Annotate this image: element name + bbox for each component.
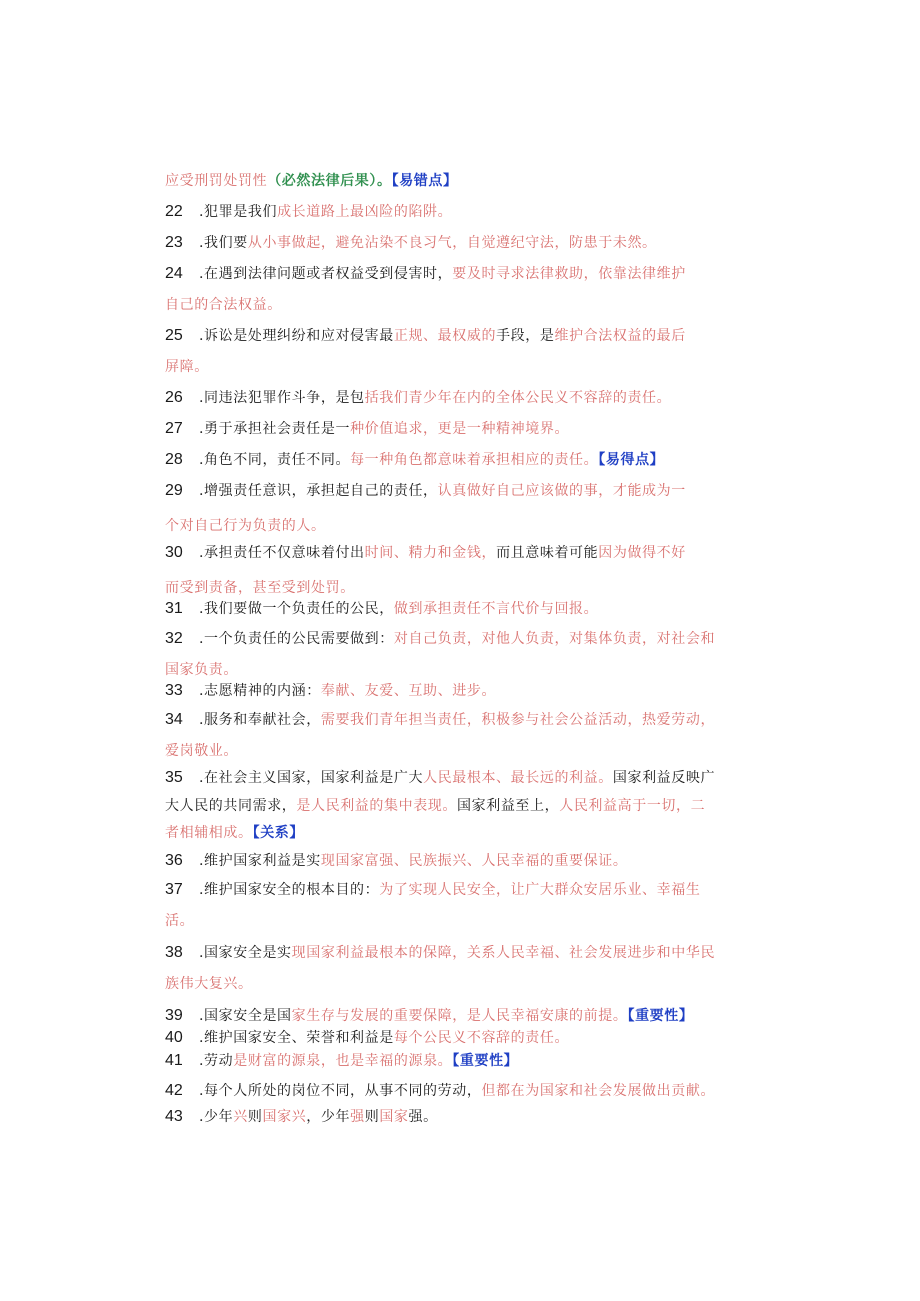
list-item-continuation — [165, 517, 326, 535]
list-item — [165, 881, 700, 899]
list-item — [165, 327, 686, 345]
text-segment: .劳动 — [199, 1053, 234, 1069]
text-segment: .我们要 — [199, 235, 248, 251]
key-phrase: 活。 — [165, 913, 195, 929]
key-phrase: 要及时寻求法律救助，依靠法律维护 — [452, 266, 686, 282]
item-number: 33 — [165, 682, 183, 699]
item-number: 39 — [165, 1007, 183, 1024]
item-number: 43 — [165, 1108, 183, 1125]
text-segment: .增强责任意识，承担起自己的责任， — [199, 483, 438, 499]
tag-label: 【重要性】 — [627, 1008, 694, 1024]
list-item — [165, 711, 715, 729]
list-item — [165, 769, 715, 787]
text-segment: （必然法律后果）。 — [267, 173, 392, 189]
text-segment: 国家利益反映广 — [612, 770, 716, 786]
list-item — [165, 203, 452, 221]
key-phrase: 人民最根本、最长远的利益。 — [423, 770, 613, 786]
text-segment: .国家安全是实 — [199, 945, 292, 961]
text-segment: .一个负责任的公民需要做到： — [199, 631, 394, 647]
item-number: 30 — [165, 544, 183, 561]
text-segment: .维护国家利益是实 — [199, 853, 321, 869]
key-phrase: 是人民利益的集中表现。 — [296, 798, 458, 814]
item-number: 27 — [165, 420, 183, 437]
key-phrase: 现国家利益最根本的保障，关系人民幸福、社会发展进步和中华民 — [291, 945, 716, 961]
item-number: 24 — [165, 265, 183, 282]
text-segment: 大人民的共同需求， — [165, 798, 297, 814]
item-number: 29 — [165, 482, 183, 499]
key-phrase: 屏障。 — [165, 359, 209, 375]
text-segment: 手段，是 — [496, 328, 555, 344]
key-phrase: 种价值追求，更是一种精神境界。 — [350, 421, 570, 437]
key-phrase: 人民利益高于一切，二 — [559, 798, 706, 814]
list-item-continuation — [165, 358, 209, 376]
item-number: 34 — [165, 711, 183, 728]
tag-label: 【易得点】 — [598, 452, 665, 468]
key-phrase: 自己的合法权益。 — [165, 297, 282, 313]
key-phrase: 个对自己行为负责的人。 — [165, 518, 326, 534]
key-phrase: 国家兴 — [262, 1109, 307, 1125]
key-phrase: 爱岗敬业。 — [165, 743, 238, 759]
text-segment: .诉讼是处理纠纷和应对侵害最 — [199, 328, 394, 344]
tag-label: 【易错点】 — [391, 173, 458, 189]
key-phrase: 家生存与发展的重要保障，是人民幸福安康的前提。 — [291, 1008, 628, 1024]
list-item — [165, 630, 715, 648]
key-phrase: 因为做得不好 — [598, 545, 686, 561]
key-phrase: 对自己负责，对他人负责，对集体负责，对社会和 — [393, 631, 716, 647]
key-phrase: 需要我们青年担当责任，积极参与社会公益活动，热爱劳动， — [320, 712, 716, 728]
list-item-continuation — [165, 172, 458, 190]
text-segment: 强。 — [408, 1109, 438, 1125]
key-phrase: 者相辅相成。 — [165, 825, 253, 841]
text-segment: 则 — [364, 1109, 380, 1125]
list-item — [165, 265, 686, 283]
key-phrase: 每个公民义不容辞的责任。 — [393, 1030, 570, 1046]
key-phrase: 时间、精力和金钱， — [364, 545, 497, 561]
text-segment: 而且意味着可能 — [496, 545, 599, 561]
list-item-continuation — [165, 797, 705, 815]
text-segment: 国家利益至上， — [457, 798, 560, 814]
list-item — [165, 1052, 518, 1070]
item-number: 40 — [165, 1029, 183, 1046]
list-item — [165, 852, 627, 870]
key-phrase: 每一种角色都意味着承担相应的责任。 — [350, 452, 599, 468]
list-item-continuation — [165, 975, 253, 993]
key-phrase: 做到承担责任不言代价与回报。 — [393, 601, 599, 617]
text-segment: .服务和奉献社会， — [199, 712, 321, 728]
list-item — [165, 1007, 693, 1025]
text-segment: .犯罪是我们 — [199, 204, 278, 220]
list-item-continuation — [165, 296, 282, 314]
text-segment: .我们要做一个负责任的公民， — [199, 601, 394, 617]
list-item — [165, 1029, 569, 1047]
key-phrase: 正规、最权威的 — [393, 328, 497, 344]
text-segment: .角色不同，责任不同。 — [199, 452, 351, 468]
list-item — [165, 451, 664, 469]
item-number: 41 — [165, 1052, 183, 1069]
list-item — [165, 600, 598, 618]
list-item — [165, 1108, 438, 1126]
list-item-continuation — [165, 824, 304, 842]
item-number: 42 — [165, 1082, 183, 1099]
tag-label: 【关系】 — [252, 825, 305, 841]
list-item — [165, 682, 496, 700]
text-segment: .每个人所处的岗位不同，从事不同的劳动， — [199, 1083, 482, 1099]
key-phrase: 族伟大复兴。 — [165, 976, 253, 992]
text-segment: .在遇到法律问题或者权益受到侵害时， — [199, 266, 453, 282]
key-phrase: 兴 — [233, 1109, 248, 1125]
list-item — [165, 420, 569, 438]
item-number: 26 — [165, 389, 183, 406]
tag-label: 【重要性】 — [452, 1053, 519, 1069]
item-number: 25 — [165, 327, 183, 344]
key-phrase: 是财富的源泉，也是幸福的源泉。 — [233, 1053, 453, 1069]
text-segment: .少年 — [199, 1109, 234, 1125]
key-phrase: 从小事做起，避免沾染不良习气，自觉遵纪守法，防患于未然。 — [247, 235, 657, 251]
key-phrase: 强 — [350, 1109, 365, 1125]
key-phrase: 而受到责备，甚至受到处罚。 — [165, 580, 355, 596]
item-number: 35 — [165, 769, 183, 786]
key-phrase: 应受刑罚处罚性 — [165, 173, 268, 189]
key-phrase: 奉献、友爱、互助、进步。 — [320, 683, 497, 699]
item-number: 22 — [165, 203, 183, 220]
item-number: 28 — [165, 451, 183, 468]
item-number: 37 — [165, 881, 183, 898]
key-phrase: 但都在为国家和社会发展做出贡献。 — [481, 1083, 716, 1099]
text-segment: .同违法犯罪作斗争，是包 — [199, 390, 365, 406]
list-item — [165, 389, 671, 407]
key-phrase: 为了实现人民安全，让广大群众安居乐业、幸福生 — [379, 882, 701, 898]
list-item — [165, 944, 715, 962]
key-phrase: 国家 — [379, 1109, 409, 1125]
item-number: 23 — [165, 234, 183, 251]
item-number: 38 — [165, 944, 183, 961]
list-item — [165, 544, 686, 562]
list-item-continuation — [165, 742, 238, 760]
key-phrase: 成长道路上最凶险的陷阱。 — [277, 204, 453, 220]
text-segment: .承担责任不仅意味着付出 — [199, 545, 365, 561]
text-segment: .志愿精神的内涵： — [199, 683, 321, 699]
text-segment: ，少年 — [306, 1109, 351, 1125]
key-phrase: 认真做好自己应该做的事，才能成为一 — [437, 483, 686, 499]
item-number: 31 — [165, 600, 183, 617]
list-item-continuation — [165, 912, 194, 930]
list-item-continuation — [165, 579, 355, 597]
key-phrase: 现国家富强、民族振兴、人民幸福的重要保证。 — [320, 853, 628, 869]
list-item-continuation — [165, 661, 238, 679]
list-item — [165, 1082, 715, 1100]
text-segment: .国家安全是国 — [199, 1008, 292, 1024]
text-segment: .在社会主义国家，国家利益是广大 — [199, 770, 424, 786]
list-item — [165, 234, 657, 252]
key-phrase: 国家负责。 — [165, 662, 238, 678]
text-segment: .维护国家安全的根本目的： — [199, 882, 380, 898]
text-segment: .勇于承担社会责任是一 — [199, 421, 351, 437]
text-segment: .维护国家安全、荣誉和利益是 — [199, 1030, 394, 1046]
key-phrase: 维护合法权益的最后 — [554, 328, 686, 344]
text-segment: 则 — [247, 1109, 263, 1125]
item-number: 36 — [165, 852, 183, 869]
list-item — [165, 482, 686, 500]
key-phrase: 括我们青少年在内的全体公民义不容辞的责任。 — [364, 390, 672, 406]
item-number: 32 — [165, 630, 183, 647]
